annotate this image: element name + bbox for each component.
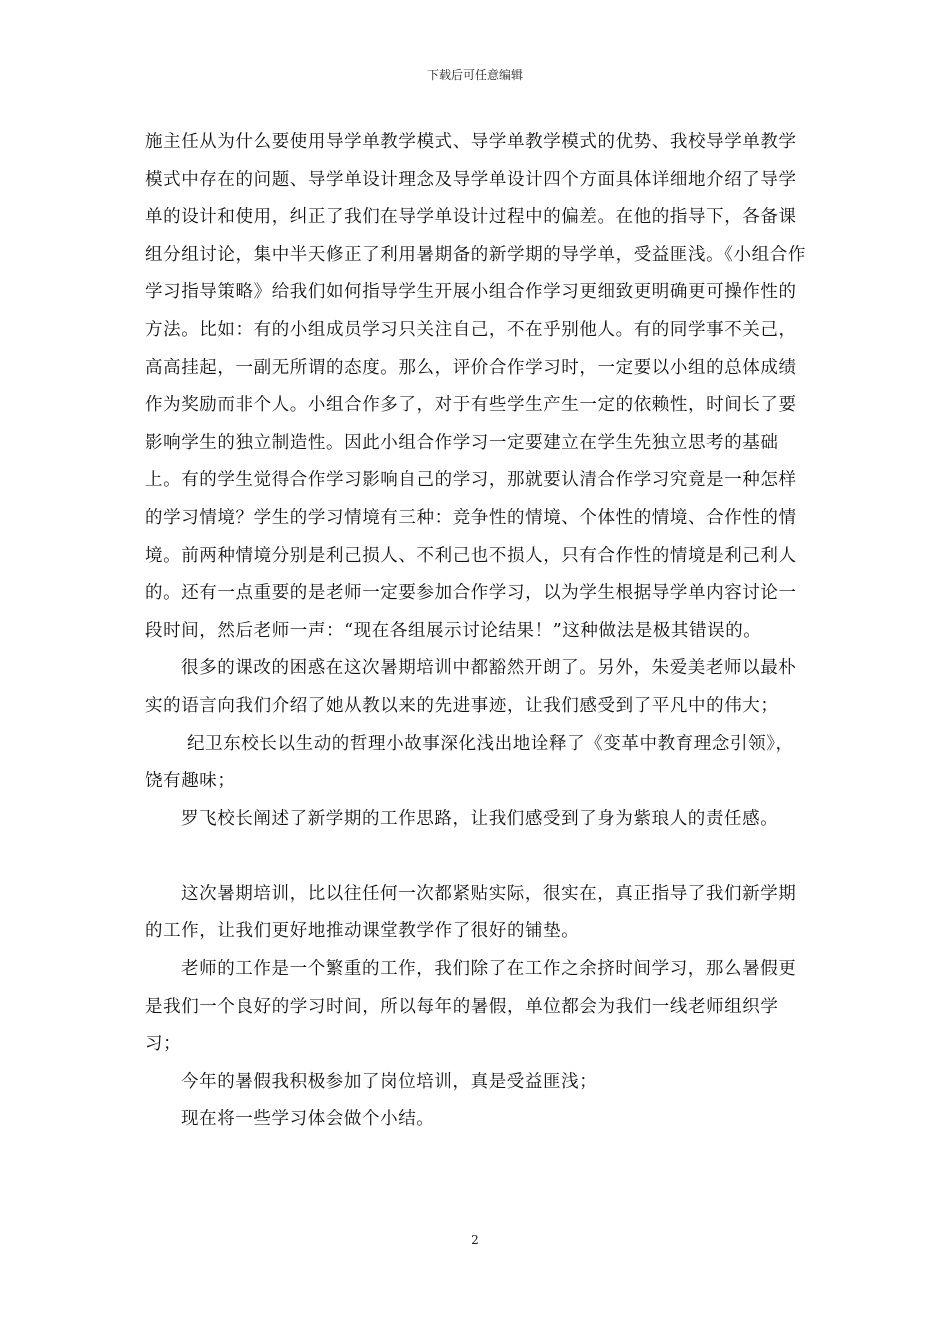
paragraph-4: 罗飞校长阐述了新学期的工作思路，让我们感受到了身为紫琅人的责任感。: [181, 808, 779, 829]
page-header: 下载后可任意编辑: [426, 68, 523, 82]
paragraph-5: 这次暑期培训，比以往任何一次都紧贴实际，很实在，真正指导了我们新学期的工作，让我们更好地推动课堂教学作了很好的铺垫。: [145, 883, 797, 942]
document-body: [145, 124, 810, 1139]
paragraph-7: 今年的暑假我积极参加了岗位培训，真是受益匪浅；: [181, 1071, 598, 1092]
paragraph-3: 纪卫东校长以生动的哲理小故事深化浅出地诠释了《变革中教育理念引领》，饶有趣味；: [145, 733, 794, 792]
paragraph-6: 老师的工作是一个繁重的工作，我们除了在工作之余挤时间学习，那么暑假更是我们一个良好的学习时间，所以每年的暑假，单位都会为我们一线老师组织学习；: [145, 959, 797, 1055]
paragraph-2: 很多的课改的困惑在这次暑期培训中都豁然开朗了。另外，朱爱美老师以最朴实的语言向我们介绍了她从教以来的先进事迹，让我们感受到了平凡中的伟大；: [145, 658, 797, 716]
paragraph-8: 现在将一些学习体会做个小结。: [181, 1109, 435, 1130]
page-number: 2: [471, 1233, 479, 1247]
paragraph-gap: [145, 838, 810, 876]
paragraph-1: 施主任从为什么要使用导学单教学模式、导学单教学模式的优势、我校导学单教学模式中存在的问题、导学单设计理念及导学单设计四个方面具体详细地介绍了导学单的设计和使用，纠正了我们在导学单设计过程中的偏差。在他的指导下，各备课组分组讨论，集中半天修正了利用暑期备的新学期的导学单，受益匪浅。《小组合作学习指导策略》给我们如何指导学生开展小组合作学习更细致更明确更可操作性的方法。比如：有的小组成员学习只关注自己，不在乎别他人。有的同学事不关己，高高挂起，一副无所谓的态度。那么，评价合作学习时，一定要以小组的总体成绩作为奖励而非个人。小组合作多了，对于有些学生产生一定的依赖性，时间长了要影响学生的独立制造性。因此小组合作学习一定要建立在学生先独立思考的基础上。有的学生觉得合作学习影响自己的学习，那就要认清合作学习究竟是一种怎样的学习情境？学生的学习情境有三种：竞争性的情境、个体性的情境、合作性的情境。前两种情境分别是利己损人、不利己也不损人，只有合作性的情境是利己利人的。还有一点重要的是老师一定要参加合作学习，以为学生根据导学单内容讨论一段时间，然后老师一声：“现在各组展示讨论结果！”这种做法是极其错误的。: [145, 132, 806, 641]
